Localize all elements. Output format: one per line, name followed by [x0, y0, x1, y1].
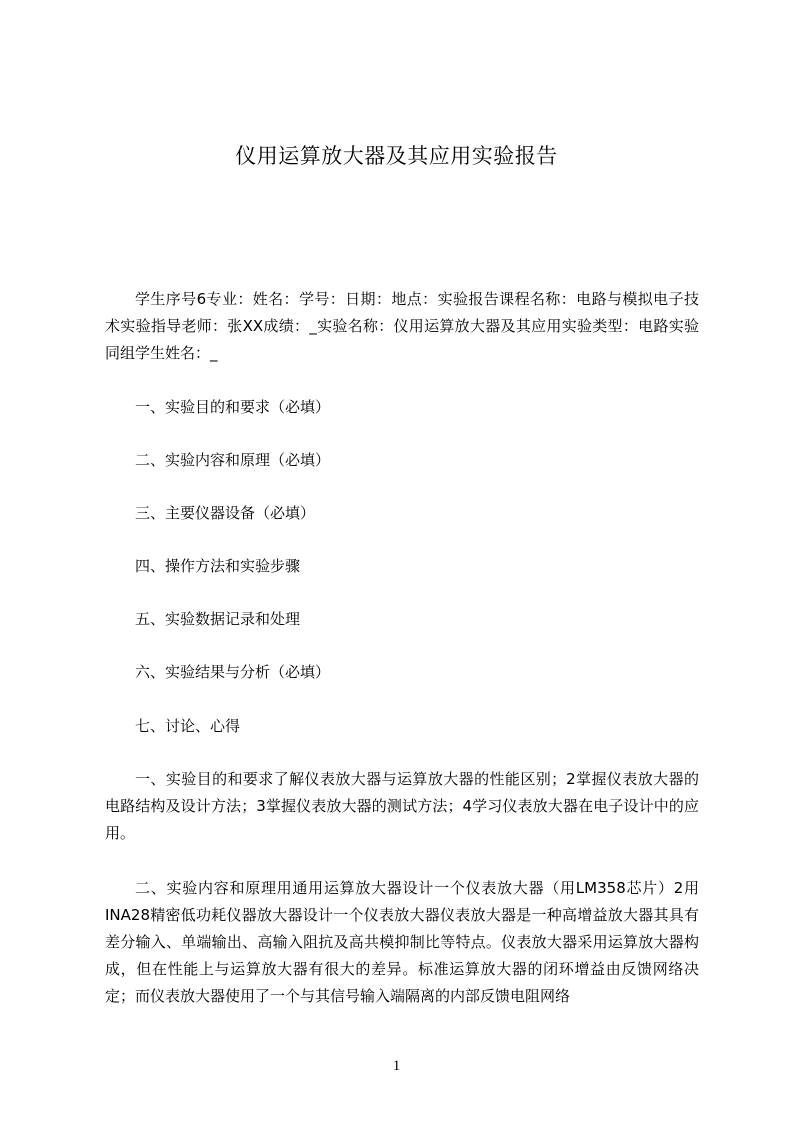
section-heading-equipment: 三、主要仪器设备（必填） — [135, 504, 316, 522]
section-heading-data: 五、实验数据记录和处理 — [135, 610, 301, 628]
student-info-paragraph: 学生序号6专业：姓名：学号：日期：地点：实验报告课程名称：电路与模拟电子技术实验指导老师：张XX成绩：_实验名称：仪用运算放大器及其应用实验类型：电路实验同组学生姓名：_ — [105, 290, 699, 362]
section-heading-results: 六、实验结果与分析（必填） — [135, 663, 331, 681]
section-heading-procedure: 四、操作方法和实验步骤 — [135, 557, 301, 575]
page-number: 1 — [392, 1058, 401, 1074]
document-title: 仪用运算放大器及其应用实验报告 — [235, 144, 558, 168]
section-heading-content: 二、实验内容和原理（必填） — [135, 451, 331, 469]
section-heading-discussion: 七、讨论、心得 — [135, 717, 241, 735]
content-paragraph: 二、实验内容和原理用通用运算放大器设计一个仪表放大器（用LM358芯片）2用INA28精密低功耗仪器放大器设计一个仪表放大器仪表放大器是一种高增益放大器其具有差分输入、单端输出、高输入阻抗及高共模抑制比等特点。仪表放大器采用运算放大器构成，但在性能上与运算放大器有很大的差异。标准运算放大器的闭环增益由反馈网络决定；而仪表放大器使用了一个与其信号输入端隔离的内部反馈电阻网络 — [105, 879, 699, 1005]
section-heading-purpose: 一、实验目的和要求（必填） — [135, 398, 331, 416]
purpose-paragraph: 一、实验目的和要求了解仪表放大器与运算放大器的性能区别；2掌握仪表放大器的电路结构及设计方法；3掌握仪表放大器的测试方法；4学习仪表放大器在电子设计中的应用。 — [105, 770, 699, 842]
